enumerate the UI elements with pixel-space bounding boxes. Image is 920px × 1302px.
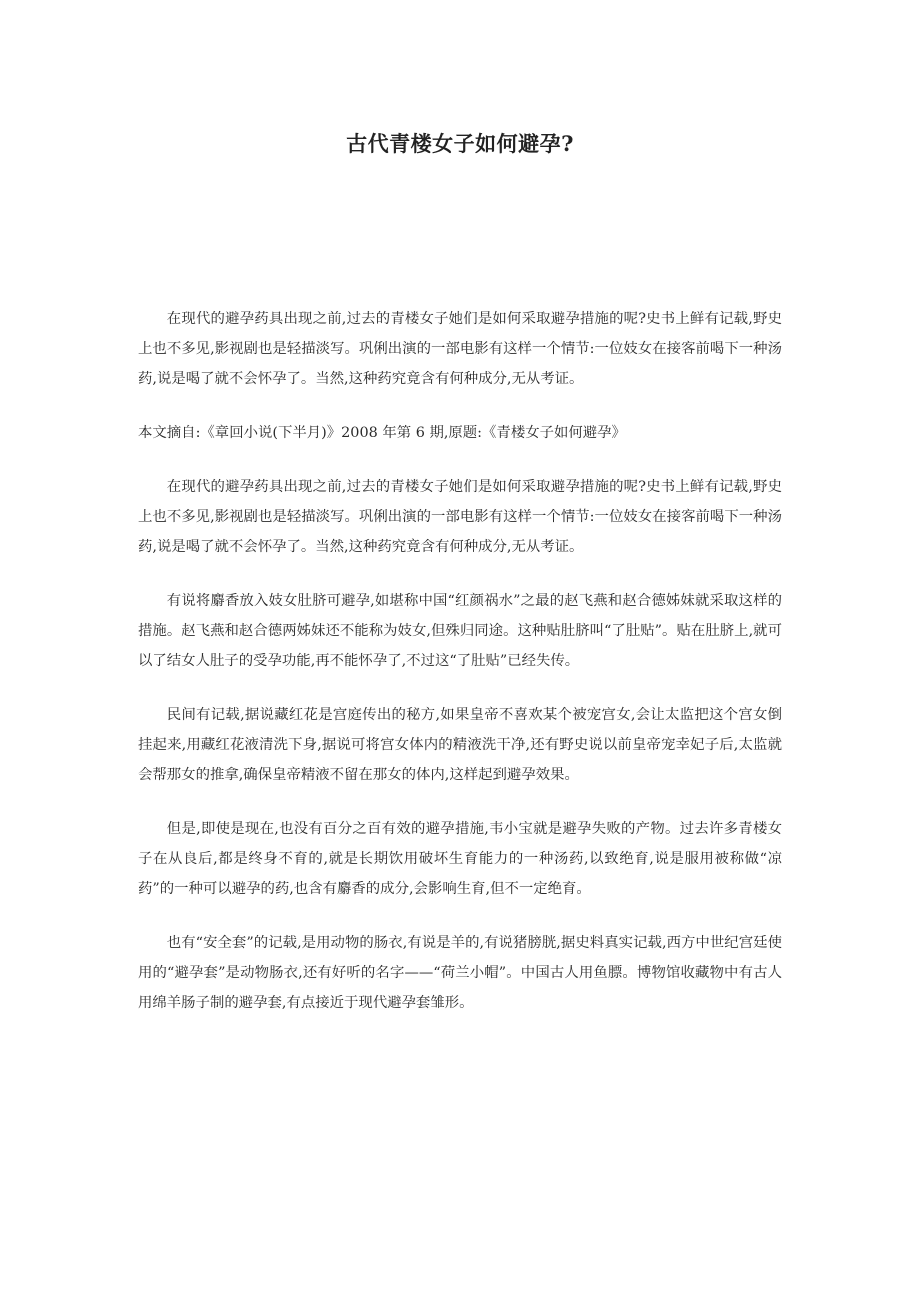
paragraph-saffron: 民间有记载,据说藏红花是宫庭传出的秘方,如果皇帝不喜欢某个被宠宫女,会让太监把这个宫女倒挂起来,用藏红花液清洗下身,据说可将宫女体内的精液洗干净,还有野史说以前皇帝宠幸妃子后,太监就会帮那女的推拿,确保皇帝精液不留在那女的体内,这样起到避孕效果。 xyxy=(138,707,782,783)
source-citation: 本文摘自:《章回小说(下半月)》2008 年第 6 期,原题:《青楼女子如何避孕》 xyxy=(138,425,626,441)
paragraph-musk: 有说将麝香放入妓女肚脐可避孕,如堪称中国“红颜祸水”之最的赵飞燕和赵合德姊妹就采取这样的措施。赵飞燕和赵合德两姊妹还不能称为妓女,但殊归同途。这种贴肚脐叫“了肚贴”。贴在肚脐上,就可以了结女人肚子的受孕功能,再不能怀孕了,不过这“了肚贴”已经失传。 xyxy=(138,593,782,669)
paragraph-cold-medicine: 但是,即使是现在,也没有百分之百有效的避孕措施,韦小宝就是避孕失败的产物。过去许多青楼女子在从良后,都是终身不育的,就是长期饮用破坏生育能力的一种汤药,以致绝育,说是服用被称做“凉药”的一种可以避孕的药,也含有麝香的成分,会影响生育,但不一定绝育。 xyxy=(138,821,782,897)
page-title: 古代青楼女子如何避孕? xyxy=(346,131,574,156)
paragraph-condom: 也有“安全套”的记载,是用动物的肠衣,有说是羊的,有说猪膀胱,据史料真实记载,西方中世纪宫廷使用的“避孕套”是动物肠衣,还有好听的名字——“荷兰小帽”。中国古人用鱼膘。博物馆收藏物中有古人用绵羊肠子制的避孕套,有点接近于现代避孕套雏形。 xyxy=(138,935,782,1011)
document-body xyxy=(138,304,782,1042)
paragraph-intro-repeat: 在现代的避孕药具出现之前,过去的青楼女子她们是如何采取避孕措施的呢?史书上鲜有记载,野史上也不多见,影视剧也是轻描淡写。巩俐出演的一部电影有这样一个情节:一位妓女在接客前喝下一种汤药,说是喝了就不会怀孕了。当然,这种药究竟含有何种成分,无从考证。 xyxy=(138,479,782,555)
paragraph-intro: 在现代的避孕药具出现之前,过去的青楼女子她们是如何采取避孕措施的呢?史书上鲜有记载,野史上也不多见,影视剧也是轻描淡写。巩俐出演的一部电影有这样一个情节:一位妓女在接客前喝下一种汤药,说是喝了就不会怀孕了。当然,这种药究竟含有何种成分,无从考证。 xyxy=(138,311,782,387)
